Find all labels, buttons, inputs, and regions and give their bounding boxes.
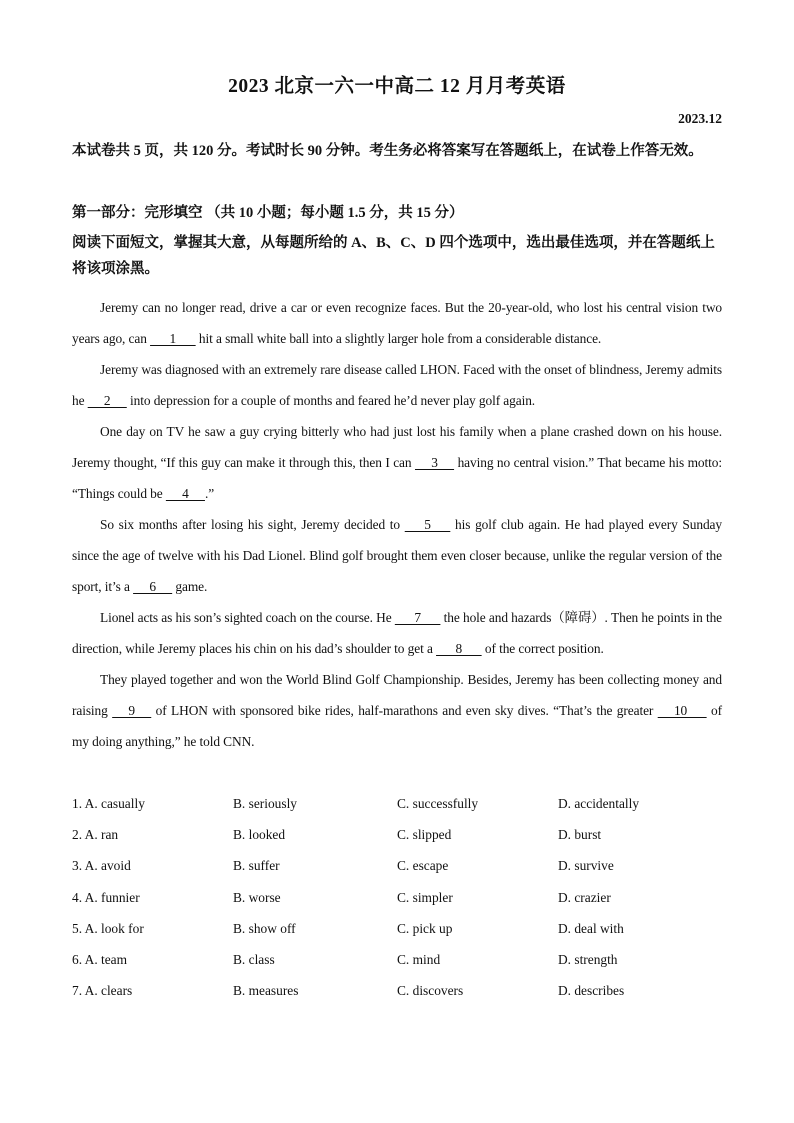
question-options-7 (72, 977, 722, 1008)
blank-2: 2 (87, 393, 127, 408)
passage-text: of LHON with sponsored bike rides, half-marathons and even sky dives. “That’s the greater (151, 703, 658, 718)
option-c: C. discovers (397, 983, 464, 999)
exam-instructions: 本试卷共 5 页，共 120 分。考试时长 90 分钟。考生务必将答案写在答题纸上，在试卷上作答无效。 (72, 143, 703, 159)
option-c: C. escape (397, 858, 449, 874)
question-options-6 (72, 946, 722, 977)
option-d: D. accidentally (558, 796, 640, 811)
option-a: 7. A. clears (72, 983, 133, 999)
passage-paragraph (72, 416, 722, 509)
passage-paragraph (72, 354, 722, 416)
passage-text: Jeremy was diagnosed with an extremely rare disease called LHON. Faced with the onset of blindness, Jeremy admits he (72, 362, 722, 408)
option-c: C. slipped (397, 827, 452, 843)
option-b: B. worse (233, 889, 281, 905)
question-options-1 (72, 790, 722, 821)
option-b: B. looked (233, 827, 286, 843)
blank-1: 1 (150, 331, 196, 346)
option-d: D. survive (558, 858, 614, 874)
passage-text: One day on TV he saw a guy crying bitterly who had just lost his family when a plane crashed down on his house. Jeremy thought, “If this guy can make it through this, then I can (72, 424, 722, 470)
option-b: B. class (233, 951, 275, 967)
blank-8: 8 (436, 641, 482, 656)
option-b: B. seriously (233, 796, 297, 811)
option-c: C. successfully (397, 796, 479, 811)
option-d: D. strength (558, 951, 618, 967)
section-title: 第一部分：完形填空 （共 10 小题；每小题 1.5 分，共 15 分） (72, 205, 464, 221)
option-a: 1. A. casually (72, 796, 145, 811)
blank-3: 3 (414, 455, 455, 470)
question-options-3 (72, 852, 722, 883)
passage-text: of my doing anything,” he told CNN. (72, 703, 723, 749)
option-a: 4. A. funnier (72, 889, 140, 905)
passage-paragraph (72, 292, 722, 354)
question-options-4 (72, 884, 722, 915)
blank-6: 6 (133, 579, 173, 594)
option-d: D. describes (558, 983, 625, 999)
passage-text: into depression for a couple of months and feared he’d never play golf again. (126, 393, 536, 408)
passage-paragraph (72, 509, 722, 602)
blank-5: 5 (404, 517, 451, 532)
passage-paragraph (72, 602, 722, 664)
option-c: C. mind (397, 951, 441, 967)
option-a: 5. A. look for (72, 920, 144, 936)
option-c: C. simpler (397, 889, 453, 905)
passage-text: of the correct position. (481, 641, 604, 656)
option-a: 2. A. ran (72, 827, 119, 843)
passage-text: They played together and won the World Blind Golf Championship. Besides, Jeremy has been collecting money and raising (72, 672, 722, 718)
option-a: 6. A. team (72, 951, 128, 967)
passage-text: hit a small white ball into a slightly larger hole from a considerable distance. (195, 331, 602, 346)
passage-text: Lionel acts as his son’s sighted coach on the course. He (100, 610, 395, 625)
passage-text: game. (172, 579, 208, 594)
option-b: B. measures (233, 983, 299, 999)
option-d: D. crazier (558, 889, 611, 905)
passage-text: So six months after losing his sight, Jeremy decided to (100, 517, 405, 532)
passage-text: the hole and hazards（障碍）. Then he points in the direction, while Jeremy places his chin on his dad’s shoulder to get a (72, 610, 723, 656)
passage-text: his golf club again. He had played every Sunday since the age of twelve with his Dad Lionel. Blind golf brought them even closer because, unlike the regular version of the sport, it’s a (72, 517, 722, 594)
passage-paragraph (72, 664, 722, 757)
passage-text: having no central vision.” That became his motto: “Things could be (72, 455, 722, 501)
option-b: B. suffer (233, 858, 280, 874)
answer-options (72, 790, 722, 1008)
blank-10: 10 (657, 703, 707, 718)
passage-text: Jeremy can no longer read, drive a car or even recognize faces. But the 20-year-old, who lost his central vision two years ago, can (72, 300, 722, 346)
cloze-passage (72, 292, 722, 757)
blank-7: 7 (394, 610, 441, 625)
option-c: C. pick up (397, 920, 453, 936)
option-a: 3. A. avoid (72, 858, 131, 874)
option-b: B. show off (233, 920, 296, 936)
question-options-5 (72, 915, 722, 946)
section-directions: 阅读下面短文，掌握其大意，从每题所给的 A、B、C、D 四个选项中，选出最佳选项，并在答题纸上将该项涂黑。 (72, 235, 715, 277)
blank-9: 9 (112, 703, 152, 718)
page-title: 2023 北京一六一中高二 12 月月考英语 (228, 76, 566, 97)
blank-4: 4 (165, 486, 205, 501)
passage-text: .” (204, 486, 215, 501)
exam-date: 2023.12 (678, 111, 722, 126)
option-d: D. burst (558, 827, 602, 843)
option-d: D. deal with (558, 920, 624, 936)
question-options-2 (72, 821, 722, 852)
